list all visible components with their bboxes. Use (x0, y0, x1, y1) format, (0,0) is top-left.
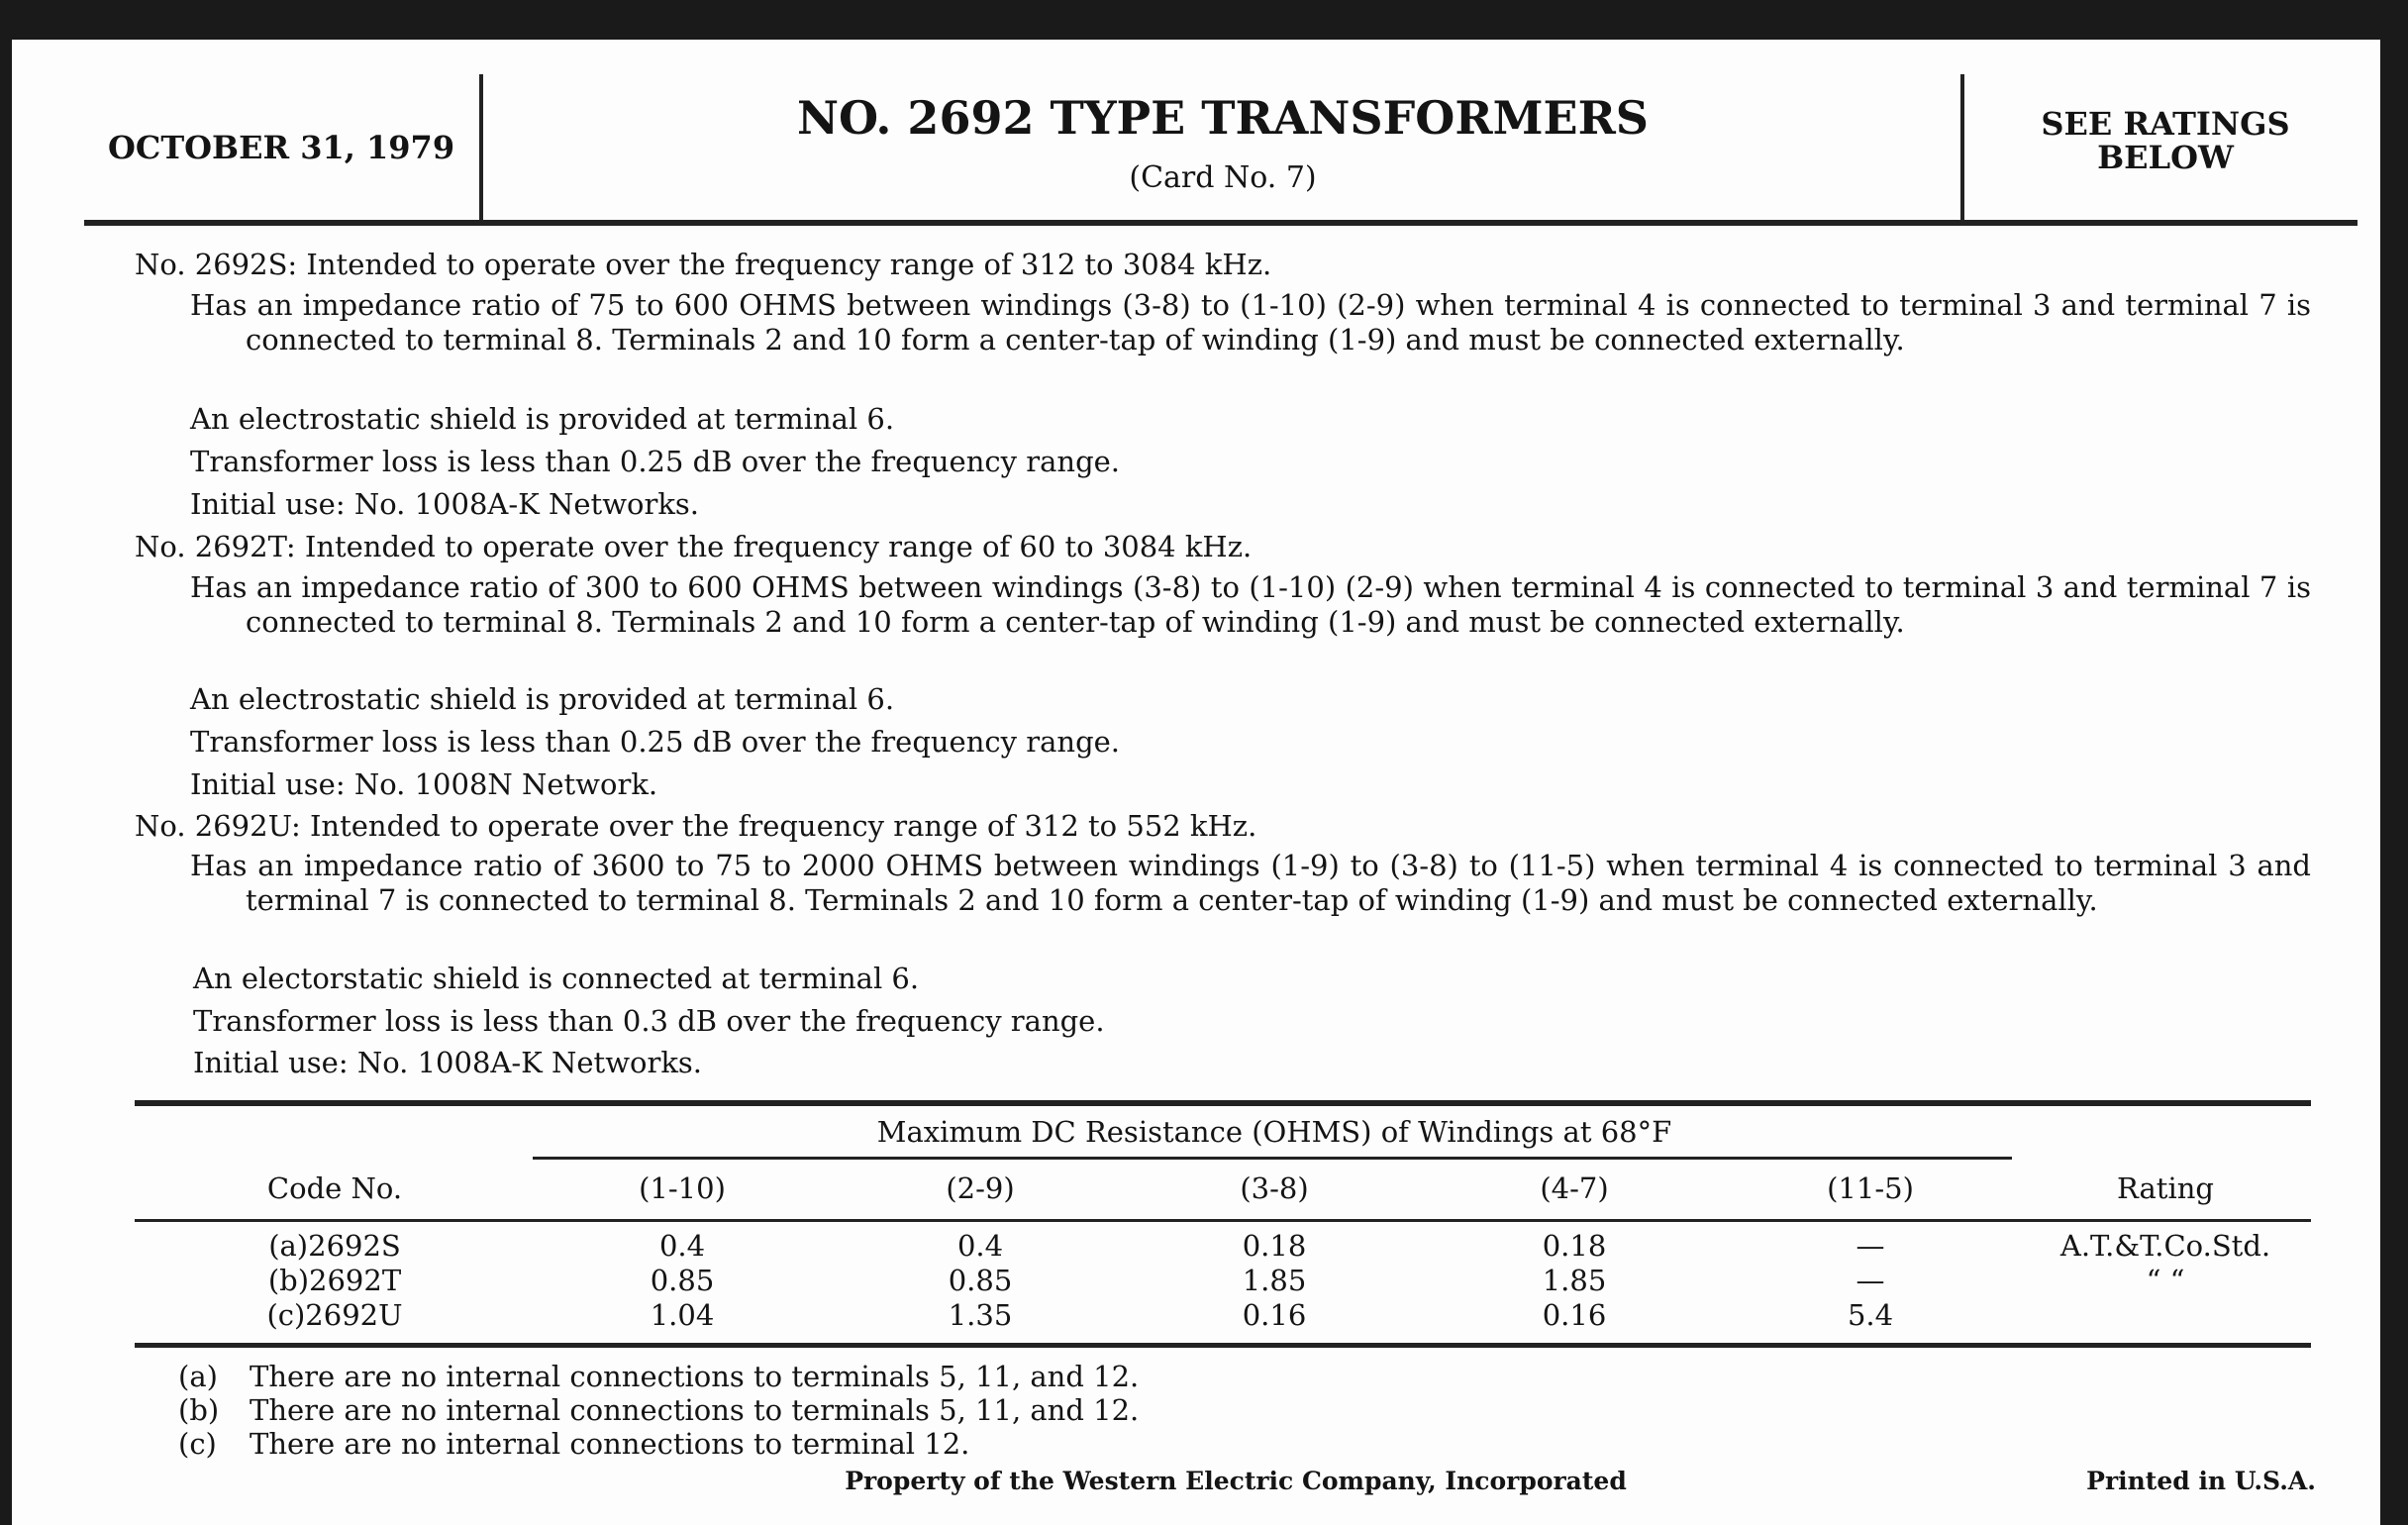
section-heading-2692t: No. 2692T: Intended to operate over the frequency range of 60 to 3084 kHz. (135, 530, 1253, 563)
page-title: NO. 2692 TYPE TRANSFORMERS (796, 91, 1650, 145)
shield-2692t: An electrostatic shield is provided at terminal 6. (190, 682, 895, 716)
cell-1-10: 0.85 (650, 1264, 715, 1297)
column-header-4-7: (4-7) (1540, 1171, 1609, 1205)
cell-2-9: 1.35 (948, 1298, 1013, 1332)
property-notice: Property of the Western Electric Company, Incorporated (845, 1467, 1627, 1495)
section-heading-2692u: No. 2692U: Intended to operate over the frequency range of 312 to 552 kHz. (135, 809, 1257, 843)
footnote-a-text: There are no internal connections to terminals 5, 11, and 12. (250, 1360, 1140, 1393)
use-2692s: Initial use: No. 1008A-K Networks. (190, 487, 700, 521)
table-header-rule (135, 1219, 2311, 1222)
cell-2-9: 0.85 (948, 1264, 1013, 1297)
column-header-code: Code No. (266, 1171, 403, 1205)
cell-code: (a)2692S (268, 1229, 401, 1263)
column-header-rating: Rating (2117, 1171, 2214, 1205)
table-group-header: Maximum DC Resistance (OHMS) of Windings at 68°F (876, 1115, 1672, 1149)
impedance-2692s (190, 288, 2311, 357)
cell-11-5: — (1856, 1264, 1885, 1297)
cell-rating: “ “ (2146, 1264, 2185, 1297)
column-header-1-10: (1-10) (639, 1171, 726, 1205)
impedance-text: Has an impedance ratio of 300 to 600 OHMS between windings (3-8) to (1-10) (2-9) when terminal 4 is connected to terminal 3 and terminal 7 is connected to terminal 8. Terminals 2 and 10 form a center-tap of winding (1-9) and must be connected externally. (190, 570, 2311, 639)
printed-in: Printed in U.S.A. (2086, 1467, 2316, 1495)
impedance-text: Has an impedance ratio of 3600 to 75 to 2000 OHMS between windings (1-9) to (3-8) to (11-5) when terminal 4 is connected to terminal 3 and terminal 7 is connected to terminal 8. Terminals 2 and 10 form a center-tap of winding (1-9) and must be connected externally. (190, 849, 2311, 917)
cell-11-5: 5.4 (1847, 1298, 1894, 1332)
cell-3-8: 0.18 (1242, 1229, 1307, 1263)
cell-3-8: 0.16 (1242, 1298, 1307, 1332)
header-divider-right (1960, 74, 1964, 220)
loss-2692s: Transformer loss is less than 0.25 dB over the frequency range. (190, 445, 1121, 478)
shield-2692u: An electorstatic shield is connected at terminal 6. (193, 962, 920, 995)
cell-4-7: 0.16 (1542, 1298, 1607, 1332)
loss-2692t: Transformer loss is less than 0.25 dB over the frequency range. (190, 725, 1121, 759)
column-header-3-8: (3-8) (1240, 1171, 1309, 1205)
cell-3-8: 1.85 (1242, 1264, 1307, 1297)
cell-1-10: 0.4 (658, 1229, 706, 1263)
table-top-rule (135, 1100, 2311, 1106)
cell-4-7: 1.85 (1542, 1264, 1607, 1297)
loss-2692u: Transformer loss is less than 0.3 dB over the frequency range. (193, 1004, 1105, 1038)
footnote-c-mark: (c) (178, 1427, 217, 1461)
footnote-c-text: There are no internal connections to terminal 12. (250, 1427, 970, 1461)
impedance-2692u (190, 849, 2311, 918)
card-date: OCTOBER 31, 1979 (108, 129, 455, 166)
footnote-b-mark: (b) (178, 1393, 220, 1427)
header-rule (84, 220, 2358, 226)
use-2692u: Initial use: No. 1008A-K Networks. (193, 1046, 703, 1079)
shield-2692s: An electrostatic shield is provided at terminal 6. (190, 402, 895, 436)
header-divider-left (479, 74, 483, 220)
cell-rating: A.T.&T.Co.Std. (2059, 1229, 2271, 1263)
card-number: (Card No. 7) (1129, 160, 1317, 195)
footnote-a-mark: (a) (178, 1360, 218, 1393)
cell-4-7: 0.18 (1542, 1229, 1607, 1263)
use-2692t: Initial use: No. 1008N Network. (190, 767, 658, 801)
cell-11-5: — (1856, 1229, 1885, 1263)
ratings-note-line2: BELOW (2097, 139, 2234, 176)
table-group-rule (533, 1157, 2012, 1160)
cell-2-9: 0.4 (956, 1229, 1004, 1263)
table-bottom-rule (135, 1343, 2311, 1348)
section-heading-2692s: No. 2692S: Intended to operate over the frequency range of 312 to 3084 kHz. (135, 248, 1272, 281)
impedance-2692t (190, 570, 2311, 640)
impedance-text: Has an impedance ratio of 75 to 600 OHMS between windings (3-8) to (1-10) (2-9) when terminal 4 is connected to terminal 3 and terminal 7 is connected to terminal 8. Terminals 2 and 10 form a center-tap of winding (1-9) and must be connected externally. (190, 288, 2311, 356)
column-header-2-9: (2-9) (946, 1171, 1015, 1205)
footnote-b-text: There are no internal connections to terminals 5, 11, and 12. (250, 1393, 1140, 1427)
cell-code: (b)2692T (267, 1264, 402, 1297)
ratings-note-line1: SEE RATINGS (2041, 105, 2290, 143)
cell-code: (c)2692U (266, 1298, 403, 1332)
cell-1-10: 1.04 (650, 1298, 715, 1332)
column-header-11-5: (11-5) (1827, 1171, 1914, 1205)
